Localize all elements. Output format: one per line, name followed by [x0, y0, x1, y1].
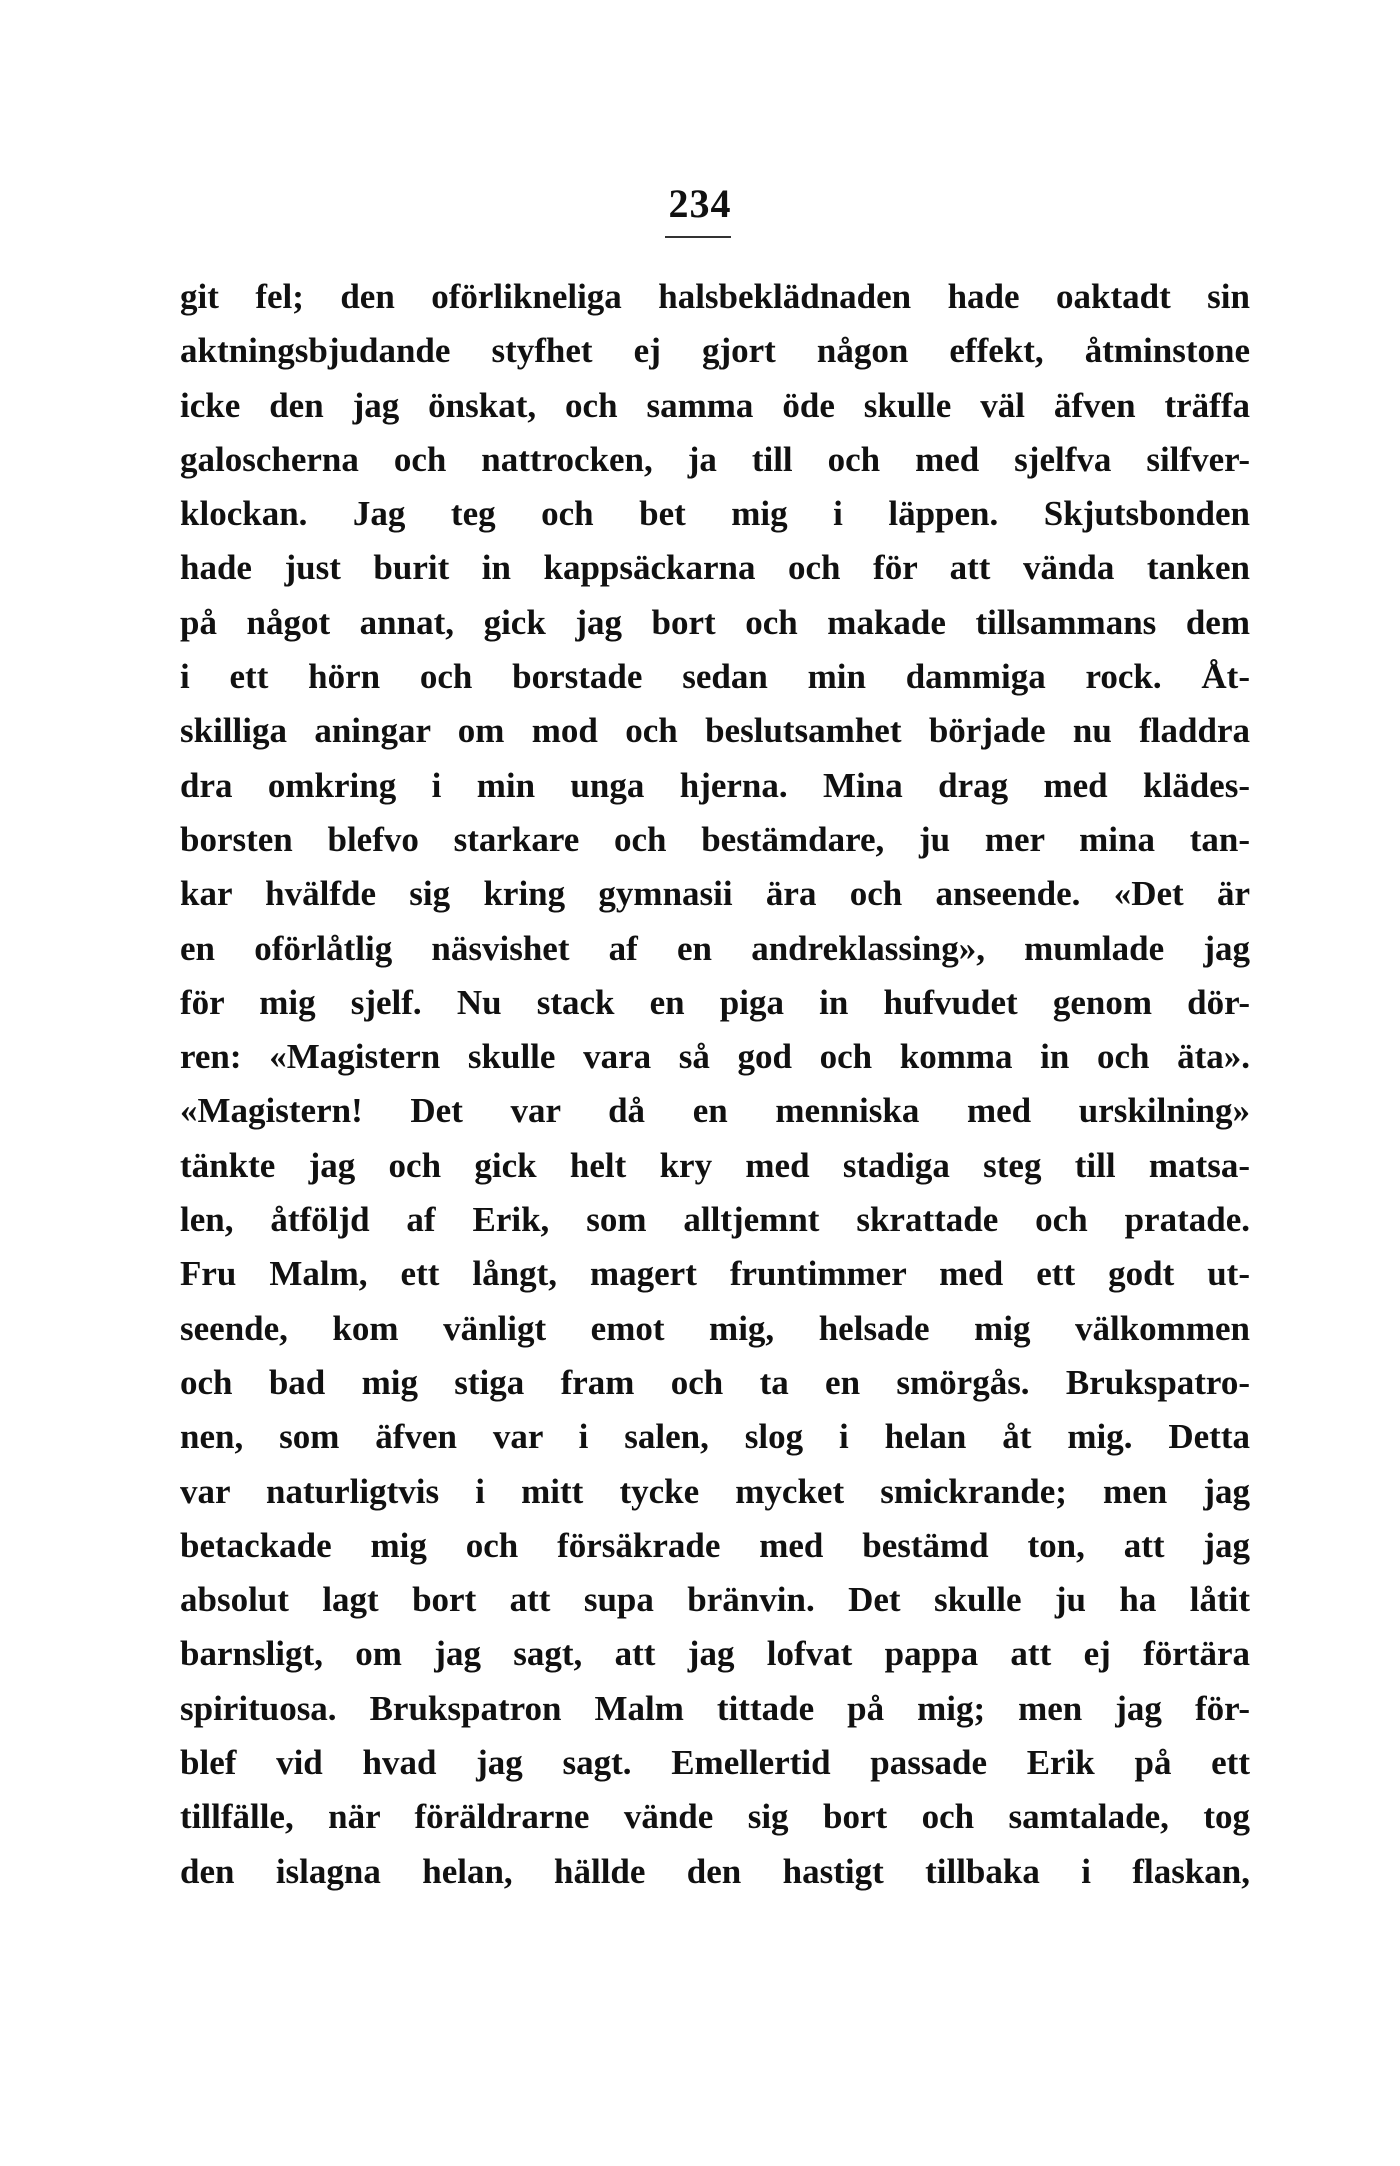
text-line: git fel; den oförlikneliga halsbeklädnaden hade oaktadt sin: [180, 277, 1250, 316]
text-line: icke den jag önskat, och samma öde skulle väl äfven träffa: [180, 385, 1250, 425]
text-line: «Magistern! Det var då en menniska med urskilning»: [180, 1091, 1250, 1131]
text-line: absolut lagt bort att supa bränvin. Det skulle ju ha låtit: [180, 1580, 1250, 1620]
text-line: blef vid hvad jag sagt. Emellertid passade Erik på ett: [180, 1743, 1250, 1783]
text-line: betackade mig och försäkrade med bestämd ton, att jag: [180, 1525, 1250, 1565]
text-line: klockan. Jag teg och bet mig i läppen. Skjutsbonden: [180, 494, 1250, 534]
text-line: den islagna helan, hällde den hastigt tillbaka i flaskan,: [180, 1851, 1250, 1891]
text-line: Fru Malm, ett långt, magert fruntimmer med ett godt ut-: [180, 1254, 1250, 1294]
page-number: 234: [668, 181, 732, 226]
text-line: seende, kom vänligt emot mig, helsade mig välkommen: [180, 1308, 1250, 1348]
text-line: borsten blefvo starkare och bestämdare, ju mer mina tan-: [180, 819, 1250, 859]
text-line: galoscherna och nattrocken, ja till och med sjelfva silfver-: [180, 439, 1250, 479]
text-line: ren: «Magistern skulle vara så god och komma in och äta».: [180, 1037, 1250, 1077]
text-line: tillfälle, när föräldrarne vände sig bort och samtalade, tog: [180, 1797, 1250, 1837]
text-line: och bad mig stiga fram och ta en smörgås. Brukspatro-: [180, 1362, 1250, 1402]
text-line: skilliga aningar om mod och beslutsamhet började nu fladdra: [180, 711, 1250, 751]
text-line: nen, som äfven var i salen, slog i helan åt mig. Detta: [180, 1417, 1250, 1457]
text-line: för mig sjelf. Nu stack en piga in hufvudet genom dör-: [180, 982, 1250, 1022]
text-line: en oförlåtlig näsvishet af en andreklassing», mumlade jag: [180, 928, 1250, 968]
text-line: spirituosa. Brukspatron Malm tittade på mig; men jag för-: [180, 1688, 1250, 1728]
page-number-rule: [665, 236, 731, 238]
text-line: barnsligt, om jag sagt, att jag lofvat pappa att ej förtära: [180, 1634, 1250, 1674]
body-text: [180, 270, 1250, 1899]
text-line: på något annat, gick jag bort och makade tillsammans dem: [180, 602, 1250, 642]
text-line: len, åtföljd af Erik, som alltjemnt skrattade och pratade.: [180, 1200, 1250, 1240]
text-line: i ett hörn och borstade sedan min dammiga rock. Åt-: [180, 657, 1250, 697]
text-line: aktningsbjudande styfhet ej gjort någon effekt, åtminstone: [180, 331, 1250, 371]
text-line: hade just burit in kappsäckarna och för att vända tanken: [180, 548, 1250, 588]
text-line: var naturligtvis i mitt tycke mycket smickrande; men jag: [180, 1471, 1250, 1511]
text-line: tänkte jag och gick helt kry med stadiga steg till matsa-: [180, 1145, 1250, 1185]
text-line: kar hvälfde sig kring gymnasii ära och anseende. «Det är: [180, 874, 1250, 914]
text-line: dra omkring i min unga hjerna. Mina drag med klädes-: [180, 765, 1250, 805]
